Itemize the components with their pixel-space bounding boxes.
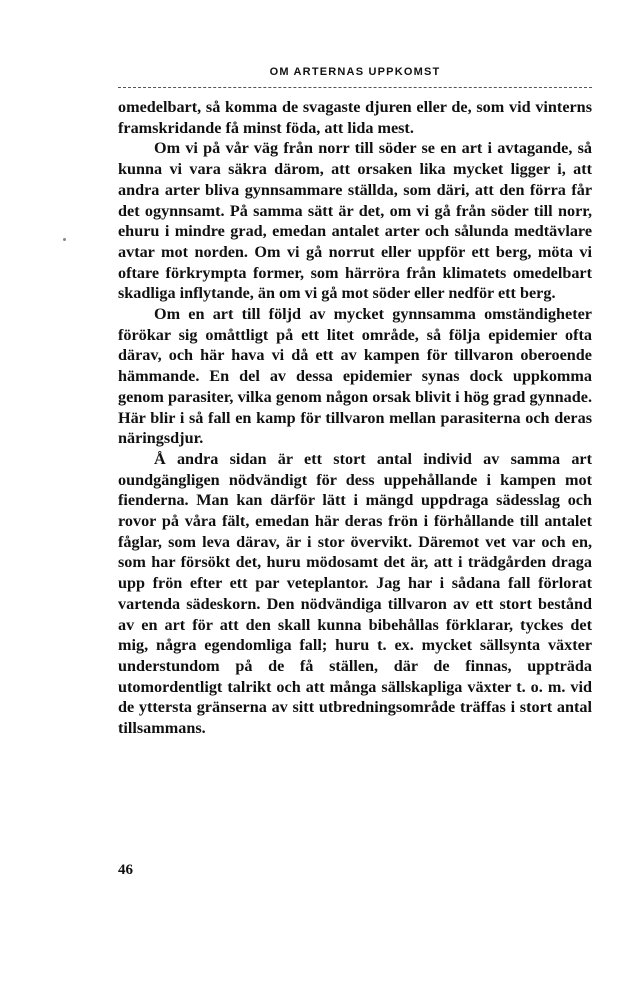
running-title: OM ARTERNAS UPPKOMST bbox=[269, 66, 441, 78]
page-number: 46 bbox=[118, 862, 133, 878]
body-text bbox=[118, 97, 592, 739]
paragraph: Om vi på vår väg från norr till söder se en art i avtagande, så kunna vi vara säkra därom, att orsaken lika mycket ligger i, att andra arter bliva gynnsammare ställda, som däri, att den förra får det ogynnsamt. På samma sätt är det, om vi gå från söder till norr, ehuru i mindre grad, emedan antalet arter och sålunda medtävlare avtar mot norden. Om vi gå norrut eller uppför ett berg, möta vi oftare förkrympta former, som härröra från klimatets omedelbart skadliga inflytande, än om vi gå mot söder eller nedför ett berg. bbox=[118, 139, 592, 303]
paragraph: Å andra sidan är ett stort antal individ av samma art oundgängligen nödvändigt för dess uppehållande i kampen mot fienderna. Man kan därför lätt i mängd uppdraga sädesslag och rovor på våra fält, emedan här deras frön i förhållande till antalet fåglar, som leva därav, är i stor övervikt. Däremot vet var och en, som har försökt det, huru mödosamt det är, att i trädgården draga upp frön efter ett par veteplantor. Jag har i sådana fall förlorat vartenda sädeskorn. Den nödvändiga tillvaron av ett stort bestånd av en art för att den skall kunna bibehållas förklarar, tyckes det mig, några egendomliga fall; huru t. ex. mycket sällsynta växter understundom på de få ställen, där de finnas, uppträda utomordentligt talrikt och att många sällskapliga växter t. o. m. vid de yttersta gränserna av sitt utbredningsområde träffas i stort antal tillsammans. bbox=[118, 449, 592, 738]
header-rule bbox=[118, 87, 592, 88]
paragraph: omedelbart, så komma de svagaste djuren eller de, som vid vinterns framskridande få minst föda, att lida mest. bbox=[118, 98, 592, 137]
paragraph: Om en art till följd av mycket gynnsamma omständigheter förökar sig omåttligt på ett litet område, så följa epidemier ofta därav, och här hava vi då ett av kampen för tillvaron oberoende hämmande. En del av dessa epidemier synas dock uppkomma genom parasiter, vilka genom någon orsak blivit i hög grad gynnade. Här blir i så fall en kamp för tillvaron mellan parasiterna och deras näringsdjur. bbox=[118, 305, 592, 448]
stray-dot bbox=[63, 238, 66, 241]
